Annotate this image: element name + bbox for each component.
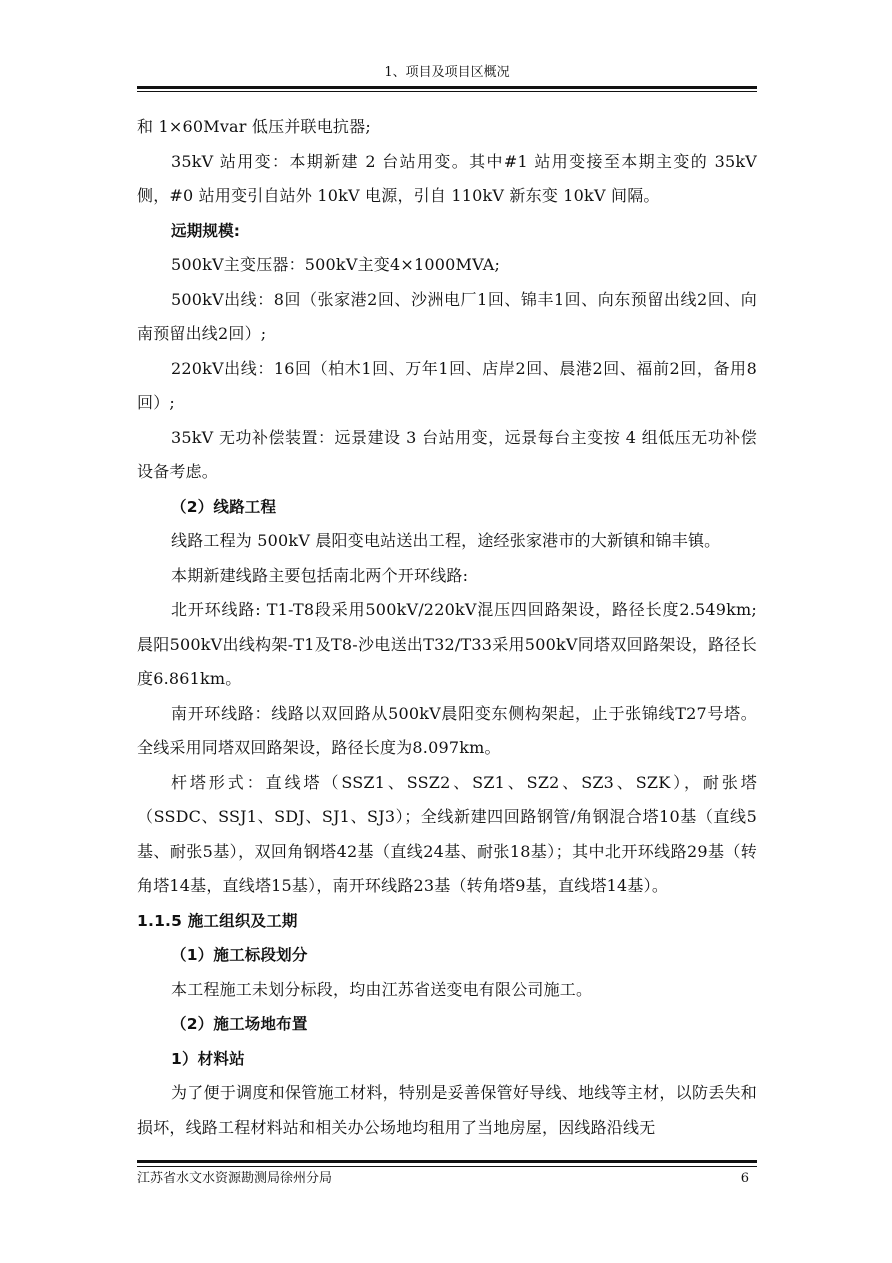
paragraph-line-route: 线路工程为 500kV 晨阳变电站送出工程，途经张家港市的大新镇和锦丰镇。 (171, 531, 721, 550)
header-rule-thick (137, 86, 757, 89)
header-rule-thin (137, 91, 757, 92)
heading-section-division: （1）施工标段划分 (171, 946, 308, 964)
paragraph-north-loop: 北开环线路: T1-T8段采用500kV/220kV混压四回路架设，路径长度2.549km;晨阳500kV出线构架-T1及T8-沙电送出T32/T33采用500kV同塔双回路架设，路径长度6.861km。 (137, 600, 757, 688)
heading-site-layout: （2）施工场地布置 (171, 1015, 308, 1033)
heading-material-station: 1）材料站 (171, 1049, 245, 1068)
paragraph-220kv-outlet: 220kV出线：16回（柏木1回、万年1回、店岸2回、晨港2回、福前2回，备用8回）; (137, 358, 757, 412)
footer-organization: 江苏省水文水资源勘测局徐州分局 (137, 1171, 333, 1186)
paragraph-contractor: 本工程施工未划分标段，均由江苏省送变电有限公司施工。 (171, 979, 593, 999)
document-body (137, 110, 757, 1145)
footer-rule-thick (137, 1160, 757, 1163)
page-footer (137, 1170, 757, 1188)
paragraph-tower-types: 杆塔形式：直线塔（SSZ1、SSZ2、SZ1、SZ2、SZ3、SZK），耐张塔（SSDC、SSJ1、SDJ、SJ1、SJ3）；全线新建四回路钢管/角钢混合塔10基（直线5基、耐张5基），双回角钢塔42基（直线24基、耐张18基）；其中北开环线路29基（转角塔14基，直线塔15基），南开环线路23基（转角塔9基，直线塔14基）。 (137, 772, 757, 895)
heading-line-engineering: （2）线路工程 (171, 497, 277, 516)
page-number: 6 (740, 1171, 749, 1186)
page-header: 1、项目及项目区概况 (384, 65, 510, 80)
heading-construction-organization: 1.1.5 施工组织及工期 (137, 911, 298, 930)
paragraph-reactor: 和 1×60Mvar 低压并联电抗器; (137, 117, 371, 136)
paragraph-station-transformer: 35kV 站用变：本期新建 2 台站用变。其中#1 站用变接至本期主变的 35kV 侧，#0 站用变引自站外 10kV 电源，引自 110kV 新东变 10kV 间隔。 (137, 151, 757, 205)
heading-long-term-scale: 远期规模: (171, 221, 241, 240)
paragraph-main-transformer: 500kV主变压器：500kV主变4×1000MVA; (171, 255, 501, 274)
paragraph-reactive-compensation: 35kV 无功补偿装置：远景建设 3 台站用变，远景每台主变按 4 组低压无功补偿设备考虑。 (137, 427, 757, 481)
paragraph-500kv-outlet: 500kV出线：8回（张家港2回、沙洲电厂1回、锦丰1回、向东预留出线2回、向南预留出线2回）; (137, 289, 757, 343)
paragraph-south-loop: 南开环线路：线路以双回路从500kV晨阳变东侧构架起，止于张锦线T27号塔。全线采用同塔双回路架设，路径长度为8.097km。 (137, 703, 757, 757)
footer-rule-thin (137, 1166, 757, 1167)
paragraph-new-lines: 本期新建线路主要包括南北两个开环线路: (171, 565, 469, 585)
paragraph-material-storage: 为了便于调度和保管施工材料，特别是妥善保管好导线、地线等主材，以防丢失和损坏，线路工程材料站和相关办公场地均租用了当地房屋，因线路沿线无 (137, 1083, 757, 1137)
